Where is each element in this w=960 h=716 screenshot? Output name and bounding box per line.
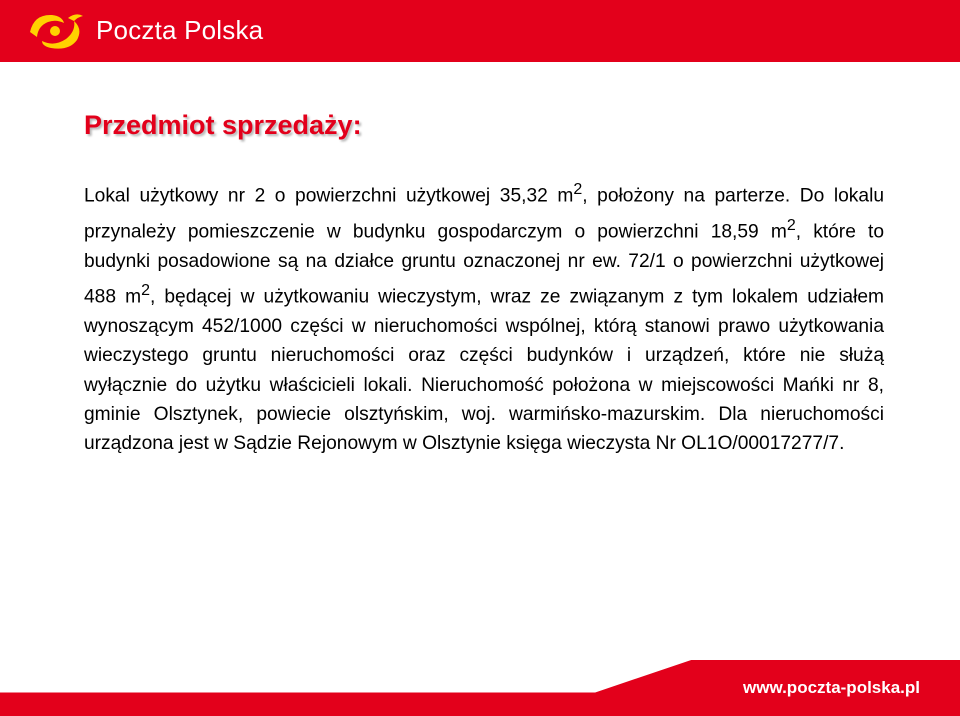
body-text-segment: Lokal użytkowy nr 2 o powierzchni użytkowej 35,32 m [84,185,574,207]
body-text-segment: , będącej w użytkowaniu wieczystym, wraz ze związanym z tym lokalem udziałem wynoszącym 452/1000 części w nieruchomości wspólnej, którą stanowi prawo użytkowania wieczystego gruntu nieruchomości oraz części budynków i urządzeń, które nie służą wyłącznie do użytku właścicieli lokali. Nieruchomość położona w miejscowości Mańki nr 8, gminie Olsztynek, powiecie olsztyńskim, woj. warmińsko-mazurskim. Dla nieruchomości urządzona jest w Sądzie Rejonowym w Olsztynie księga wieczysta Nr OL1O/00017277/7. [84,286,885,455]
body-text-segment: , położony na parterze. Do lokalu przynależy pomieszczenie w budynku gospodarczym o powierzchni 18,59 m [84,185,885,243]
header-bar [0,0,960,62]
superscript-exponent: 2 [573,181,583,198]
footer-url-link[interactable]: www.poczta-polska.pl [743,678,920,697]
poczta-polska-logo-icon [28,10,86,50]
brand-name: Poczta Polska [96,14,264,45]
superscript-exponent: 2 [141,282,150,299]
body-paragraph [84,175,884,459]
brand-logo [28,10,263,50]
slide-title: Przedmiot sprzedaży: [84,110,362,140]
superscript-exponent: 2 [786,216,796,234]
body-text-segment: , które to budynki posadowione są na działce gruntu oznaczonej nr ew. 72/1 o powierzchni użytkowej 488 m [84,221,885,308]
